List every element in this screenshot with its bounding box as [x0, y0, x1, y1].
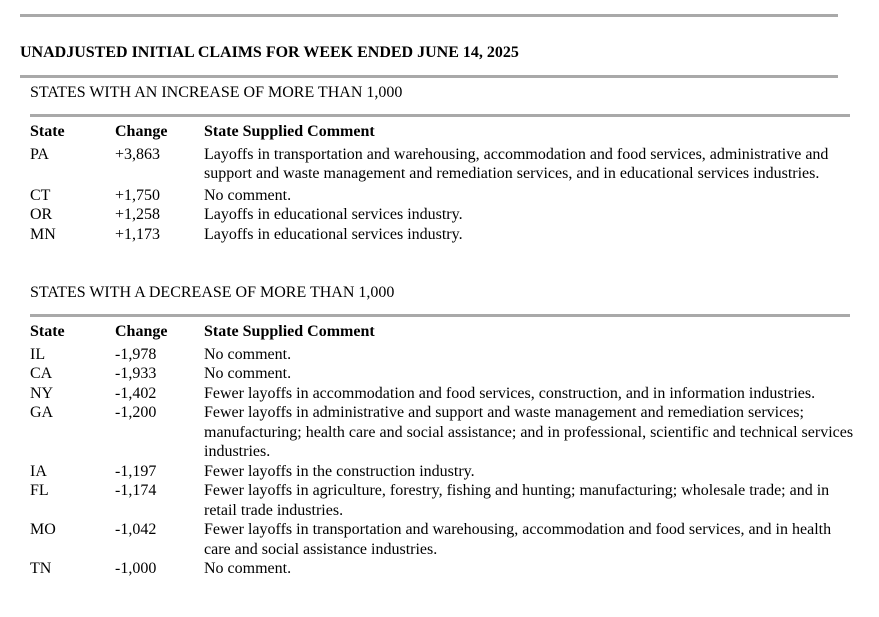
- state-cell: FL: [30, 482, 49, 499]
- state-cell: PA: [30, 145, 49, 163]
- comment-column-header: State Supplied Comment: [204, 123, 375, 140]
- change-cell: -1,197: [115, 462, 157, 480]
- change-cell: -1,978: [115, 345, 157, 363]
- change-cell: +1,258: [115, 206, 161, 223]
- page-title: UNADJUSTED INITIAL CLAIMS FOR WEEK ENDED JUNE 14, 2025: [20, 44, 519, 61]
- change-cell: +1,173: [115, 225, 161, 243]
- table-row: [30, 384, 860, 404]
- change-cell: -1,200: [115, 404, 157, 421]
- state-cell: NY: [30, 384, 54, 402]
- table-row: [30, 559, 860, 579]
- table-row: [30, 520, 860, 559]
- state-cell: GA: [30, 404, 54, 421]
- comment-cell: Fewer layoffs in accommodation and food services, construction, and in information industries.: [204, 384, 816, 402]
- change-column-header: Change: [115, 123, 168, 140]
- table-row: [30, 145, 860, 184]
- state-cell: IA: [30, 462, 47, 480]
- state-column-header: State: [30, 323, 65, 340]
- change-cell: +1,750: [115, 186, 161, 204]
- state-cell: MO: [30, 521, 56, 538]
- comment-cell: Fewer layoffs in administrative and support and waste management and remediation services; manufacturing; health care and social assistance; and in professional, scientific and technical services industries.: [204, 404, 854, 460]
- change-cell: -1,174: [115, 482, 157, 499]
- comment-cell: Layoffs in transportation and warehousing, accommodation and food services, administrative and support and waste management and remediation services, and in educational services industries.: [204, 145, 829, 182]
- table-row: [30, 345, 860, 365]
- comment-cell: Layoffs in educational services industry.: [204, 206, 463, 223]
- state-column-header: State: [30, 123, 65, 140]
- comment-cell: Layoffs in educational services industry.: [204, 225, 463, 243]
- title-divider: [20, 75, 838, 78]
- decrease-table-header: [30, 322, 860, 342]
- comment-cell: Fewer layoffs in transportation and warehousing, accommodation and food services, and in health care and social assistance industries.: [204, 521, 832, 558]
- comment-cell: No comment.: [204, 345, 292, 363]
- change-column-header: Change: [115, 323, 168, 340]
- comment-cell: Fewer layoffs in agriculture, forestry, fishing and hunting; manufacturing; wholesale trade; and in retail trade industries.: [204, 482, 830, 519]
- decrease-table: [30, 322, 860, 579]
- state-cell: OR: [30, 206, 53, 223]
- decrease-section-heading: STATES WITH A DECREASE OF MORE THAN 1,000: [30, 284, 395, 301]
- change-cell: -1,042: [115, 521, 157, 538]
- table-row: [30, 462, 860, 482]
- change-cell: -1,933: [115, 365, 157, 382]
- change-cell: +3,863: [115, 145, 161, 163]
- comment-column-header: State Supplied Comment: [204, 323, 375, 340]
- state-cell: CT: [30, 186, 51, 204]
- change-cell: -1,402: [115, 384, 157, 402]
- state-cell: CA: [30, 365, 53, 382]
- table-row: [30, 186, 860, 206]
- change-cell: -1,000: [115, 560, 157, 577]
- comment-cell: No comment.: [204, 186, 292, 204]
- comment-cell: Fewer layoffs in the construction industry.: [204, 462, 475, 480]
- state-cell: MN: [30, 225, 56, 243]
- comment-cell: No comment.: [204, 365, 292, 382]
- state-cell: IL: [30, 345, 46, 363]
- state-cell: TN: [30, 560, 52, 577]
- top-divider: [20, 14, 838, 17]
- increase-divider: [30, 114, 850, 117]
- increase-table-header: [30, 122, 860, 142]
- table-row: [30, 205, 860, 225]
- table-row: [30, 364, 860, 384]
- table-row: [30, 225, 860, 245]
- increase-section-heading: STATES WITH AN INCREASE OF MORE THAN 1,000: [30, 84, 403, 101]
- decrease-divider: [30, 314, 850, 317]
- table-row: [30, 403, 860, 462]
- comment-cell: No comment.: [204, 560, 292, 577]
- table-row: [30, 481, 860, 520]
- increase-table: [30, 122, 860, 244]
